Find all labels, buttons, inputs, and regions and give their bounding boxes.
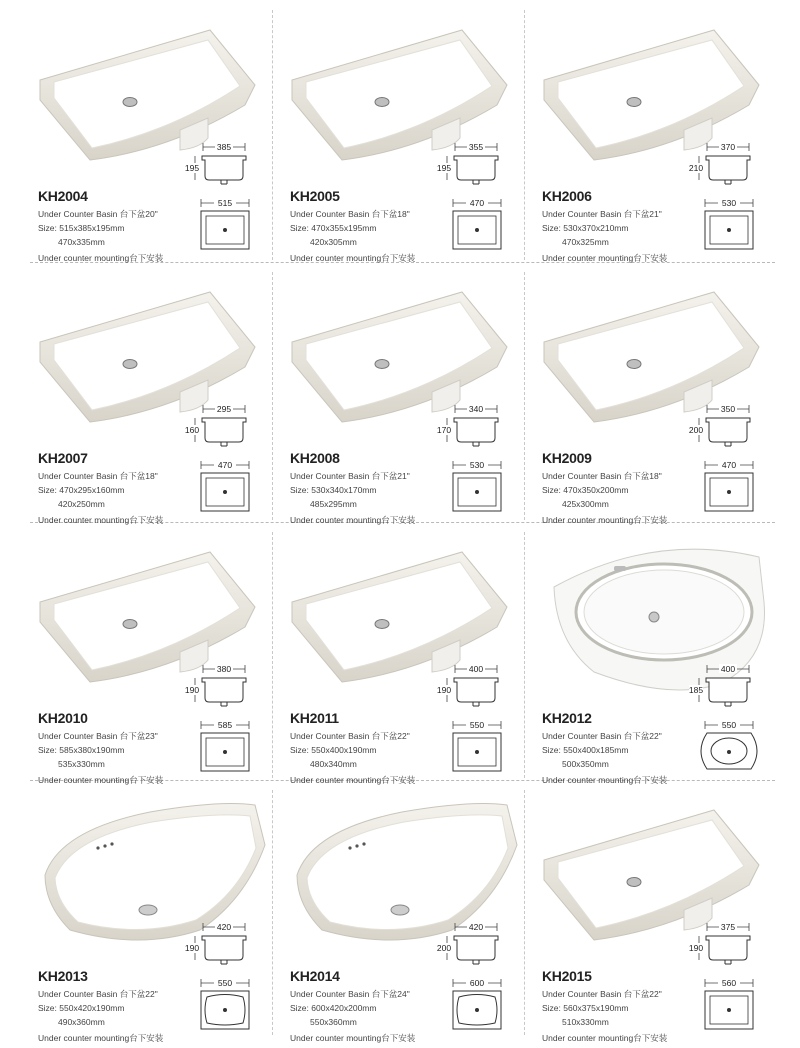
product-size: Size: 600x420x200mm <box>290 1003 377 1013</box>
length-dimension-label: 470 <box>217 460 233 470</box>
product-description: Under Counter Basin 台下盆23" <box>38 731 158 741</box>
side-view-drawing <box>689 400 769 450</box>
side-view-drawing <box>185 138 265 188</box>
top-view-drawing <box>689 195 769 253</box>
inner-size: 470x325mm <box>562 237 609 247</box>
top-view-drawing <box>185 975 265 1033</box>
product-size: Size: 550x400x190mm <box>290 745 377 755</box>
width-dimension-label: 375 <box>720 922 736 932</box>
model-number: KH2006 <box>542 188 592 204</box>
side-view-drawing <box>185 918 265 968</box>
width-dimension-label: 420 <box>468 922 484 932</box>
product-card <box>30 10 280 268</box>
side-view-drawing <box>437 660 517 710</box>
width-dimension-label: 340 <box>468 404 484 414</box>
product-card <box>30 272 280 530</box>
inner-size: 425x300mm <box>562 499 609 509</box>
mounting-type: Under counter mounting台下安装 <box>542 253 668 263</box>
product-description: Under Counter Basin 台下盆24" <box>290 989 410 999</box>
side-view-drawing <box>185 400 265 450</box>
length-dimension-label: 550 <box>217 978 233 988</box>
product-size: Size: 530x340x170mm <box>290 485 377 495</box>
width-dimension-label: 355 <box>468 142 484 152</box>
product-description: Under Counter Basin 台下盆21" <box>542 209 662 219</box>
inner-size: 420x250mm <box>58 499 105 509</box>
product-card <box>534 272 784 530</box>
model-number: KH2013 <box>38 968 88 984</box>
model-number: KH2010 <box>38 710 88 726</box>
product-description: Under Counter Basin 台下盆20" <box>38 209 158 219</box>
product-card <box>30 532 280 790</box>
inner-size: 420x305mm <box>310 237 357 247</box>
product-size: Size: 515x385x195mm <box>38 223 125 233</box>
inner-size: 510x330mm <box>562 1017 609 1027</box>
top-view-drawing <box>185 195 265 253</box>
product-size: Size: 585x380x190mm <box>38 745 125 755</box>
mounting-type: Under counter mounting台下安装 <box>290 253 416 263</box>
product-description: Under Counter Basin 台下盆18" <box>38 471 158 481</box>
height-dimension-label: 190 <box>185 943 200 953</box>
product-description: Under Counter Basin 台下盆22" <box>542 989 662 999</box>
mounting-type: Under counter mounting台下安装 <box>542 1033 668 1043</box>
inner-size: 480x340mm <box>310 759 357 769</box>
inner-size: 470x335mm <box>58 237 105 247</box>
mounting-type: Under counter mounting台下安装 <box>290 775 416 785</box>
top-view-drawing <box>185 457 265 515</box>
product-card <box>534 790 784 1048</box>
mounting-type: Under counter mounting台下安装 <box>542 775 668 785</box>
side-view-drawing <box>689 138 769 188</box>
width-dimension-label: 370 <box>720 142 736 152</box>
top-view-drawing <box>185 717 265 775</box>
width-dimension-label: 400 <box>720 664 736 674</box>
height-dimension-label: 170 <box>437 425 452 435</box>
mounting-type: Under counter mounting台下安装 <box>38 515 164 525</box>
side-view-drawing <box>437 400 517 450</box>
length-dimension-label: 600 <box>469 978 485 988</box>
model-number: KH2007 <box>38 450 88 466</box>
product-description: Under Counter Basin 台下盆21" <box>290 471 410 481</box>
length-dimension-label: 515 <box>217 198 233 208</box>
product-size: Size: 550x400x185mm <box>542 745 629 755</box>
inner-size: 535x330mm <box>58 759 105 769</box>
model-number: KH2008 <box>290 450 340 466</box>
product-card <box>282 272 532 530</box>
product-size: Size: 560x375x190mm <box>542 1003 629 1013</box>
product-size: Size: 530x370x210mm <box>542 223 629 233</box>
model-number: KH2012 <box>542 710 592 726</box>
length-dimension-label: 585 <box>217 720 233 730</box>
height-dimension-label: 190 <box>689 943 704 953</box>
inner-size: 500x350mm <box>562 759 609 769</box>
height-dimension-label: 190 <box>437 685 452 695</box>
product-description: Under Counter Basin 台下盆18" <box>290 209 410 219</box>
mounting-type: Under counter mounting台下安装 <box>290 1033 416 1043</box>
product-description: Under Counter Basin 台下盆18" <box>542 471 662 481</box>
top-view-drawing <box>437 975 517 1033</box>
width-dimension-label: 295 <box>216 404 232 414</box>
side-view-drawing <box>437 918 517 968</box>
length-dimension-label: 550 <box>721 720 737 730</box>
height-dimension-label: 195 <box>437 163 452 173</box>
height-dimension-label: 195 <box>185 163 200 173</box>
mounting-type: Under counter mounting台下安装 <box>38 775 164 785</box>
inner-size: 550x360mm <box>310 1017 357 1027</box>
model-number: KH2004 <box>38 188 88 204</box>
product-size: Size: 470x295x160mm <box>38 485 125 495</box>
length-dimension-label: 550 <box>469 720 485 730</box>
product-description: Under Counter Basin 台下盆22" <box>542 731 662 741</box>
side-view-drawing <box>185 660 265 710</box>
product-size: Size: 550x420x190mm <box>38 1003 125 1013</box>
height-dimension-label: 160 <box>185 425 200 435</box>
side-view-drawing <box>437 138 517 188</box>
width-dimension-label: 420 <box>216 922 232 932</box>
length-dimension-label: 530 <box>469 460 485 470</box>
top-view-drawing <box>437 195 517 253</box>
product-size: Size: 470x350x200mm <box>542 485 629 495</box>
height-dimension-label: 185 <box>689 685 704 695</box>
product-description: Under Counter Basin 台下盆22" <box>290 731 410 741</box>
product-description: Under Counter Basin 台下盆22" <box>38 989 158 999</box>
model-number: KH2014 <box>290 968 340 984</box>
height-dimension-label: 200 <box>437 943 452 953</box>
product-card <box>282 10 532 268</box>
height-dimension-label: 190 <box>185 685 200 695</box>
top-view-drawing <box>437 717 517 775</box>
model-number: KH2009 <box>542 450 592 466</box>
model-number: KH2011 <box>290 710 339 726</box>
side-view-drawing <box>689 918 769 968</box>
product-card <box>534 532 784 790</box>
product-card <box>534 10 784 268</box>
length-dimension-label: 470 <box>721 460 737 470</box>
length-dimension-label: 470 <box>469 198 485 208</box>
length-dimension-label: 560 <box>721 978 737 988</box>
width-dimension-label: 400 <box>468 664 484 674</box>
length-dimension-label: 530 <box>721 198 737 208</box>
model-number: KH2015 <box>542 968 592 984</box>
product-size: Size: 470x355x195mm <box>290 223 377 233</box>
product-card <box>282 532 532 790</box>
product-card <box>282 790 532 1048</box>
mounting-type: Under counter mounting台下安装 <box>542 515 668 525</box>
width-dimension-label: 350 <box>720 404 736 414</box>
mounting-type: Under counter mounting台下安装 <box>38 253 164 263</box>
width-dimension-label: 385 <box>216 142 232 152</box>
inner-size: 490x360mm <box>58 1017 105 1027</box>
mounting-type: Under counter mounting台下安装 <box>38 1033 164 1043</box>
inner-size: 485x295mm <box>310 499 357 509</box>
mounting-type: Under counter mounting台下安装 <box>290 515 416 525</box>
width-dimension-label: 380 <box>216 664 232 674</box>
model-number: KH2005 <box>290 188 340 204</box>
height-dimension-label: 210 <box>689 163 704 173</box>
top-view-drawing <box>689 717 769 775</box>
top-view-drawing <box>689 975 769 1033</box>
product-card <box>30 790 280 1048</box>
side-view-drawing <box>689 660 769 710</box>
top-view-drawing <box>689 457 769 515</box>
height-dimension-label: 200 <box>689 425 704 435</box>
top-view-drawing <box>437 457 517 515</box>
